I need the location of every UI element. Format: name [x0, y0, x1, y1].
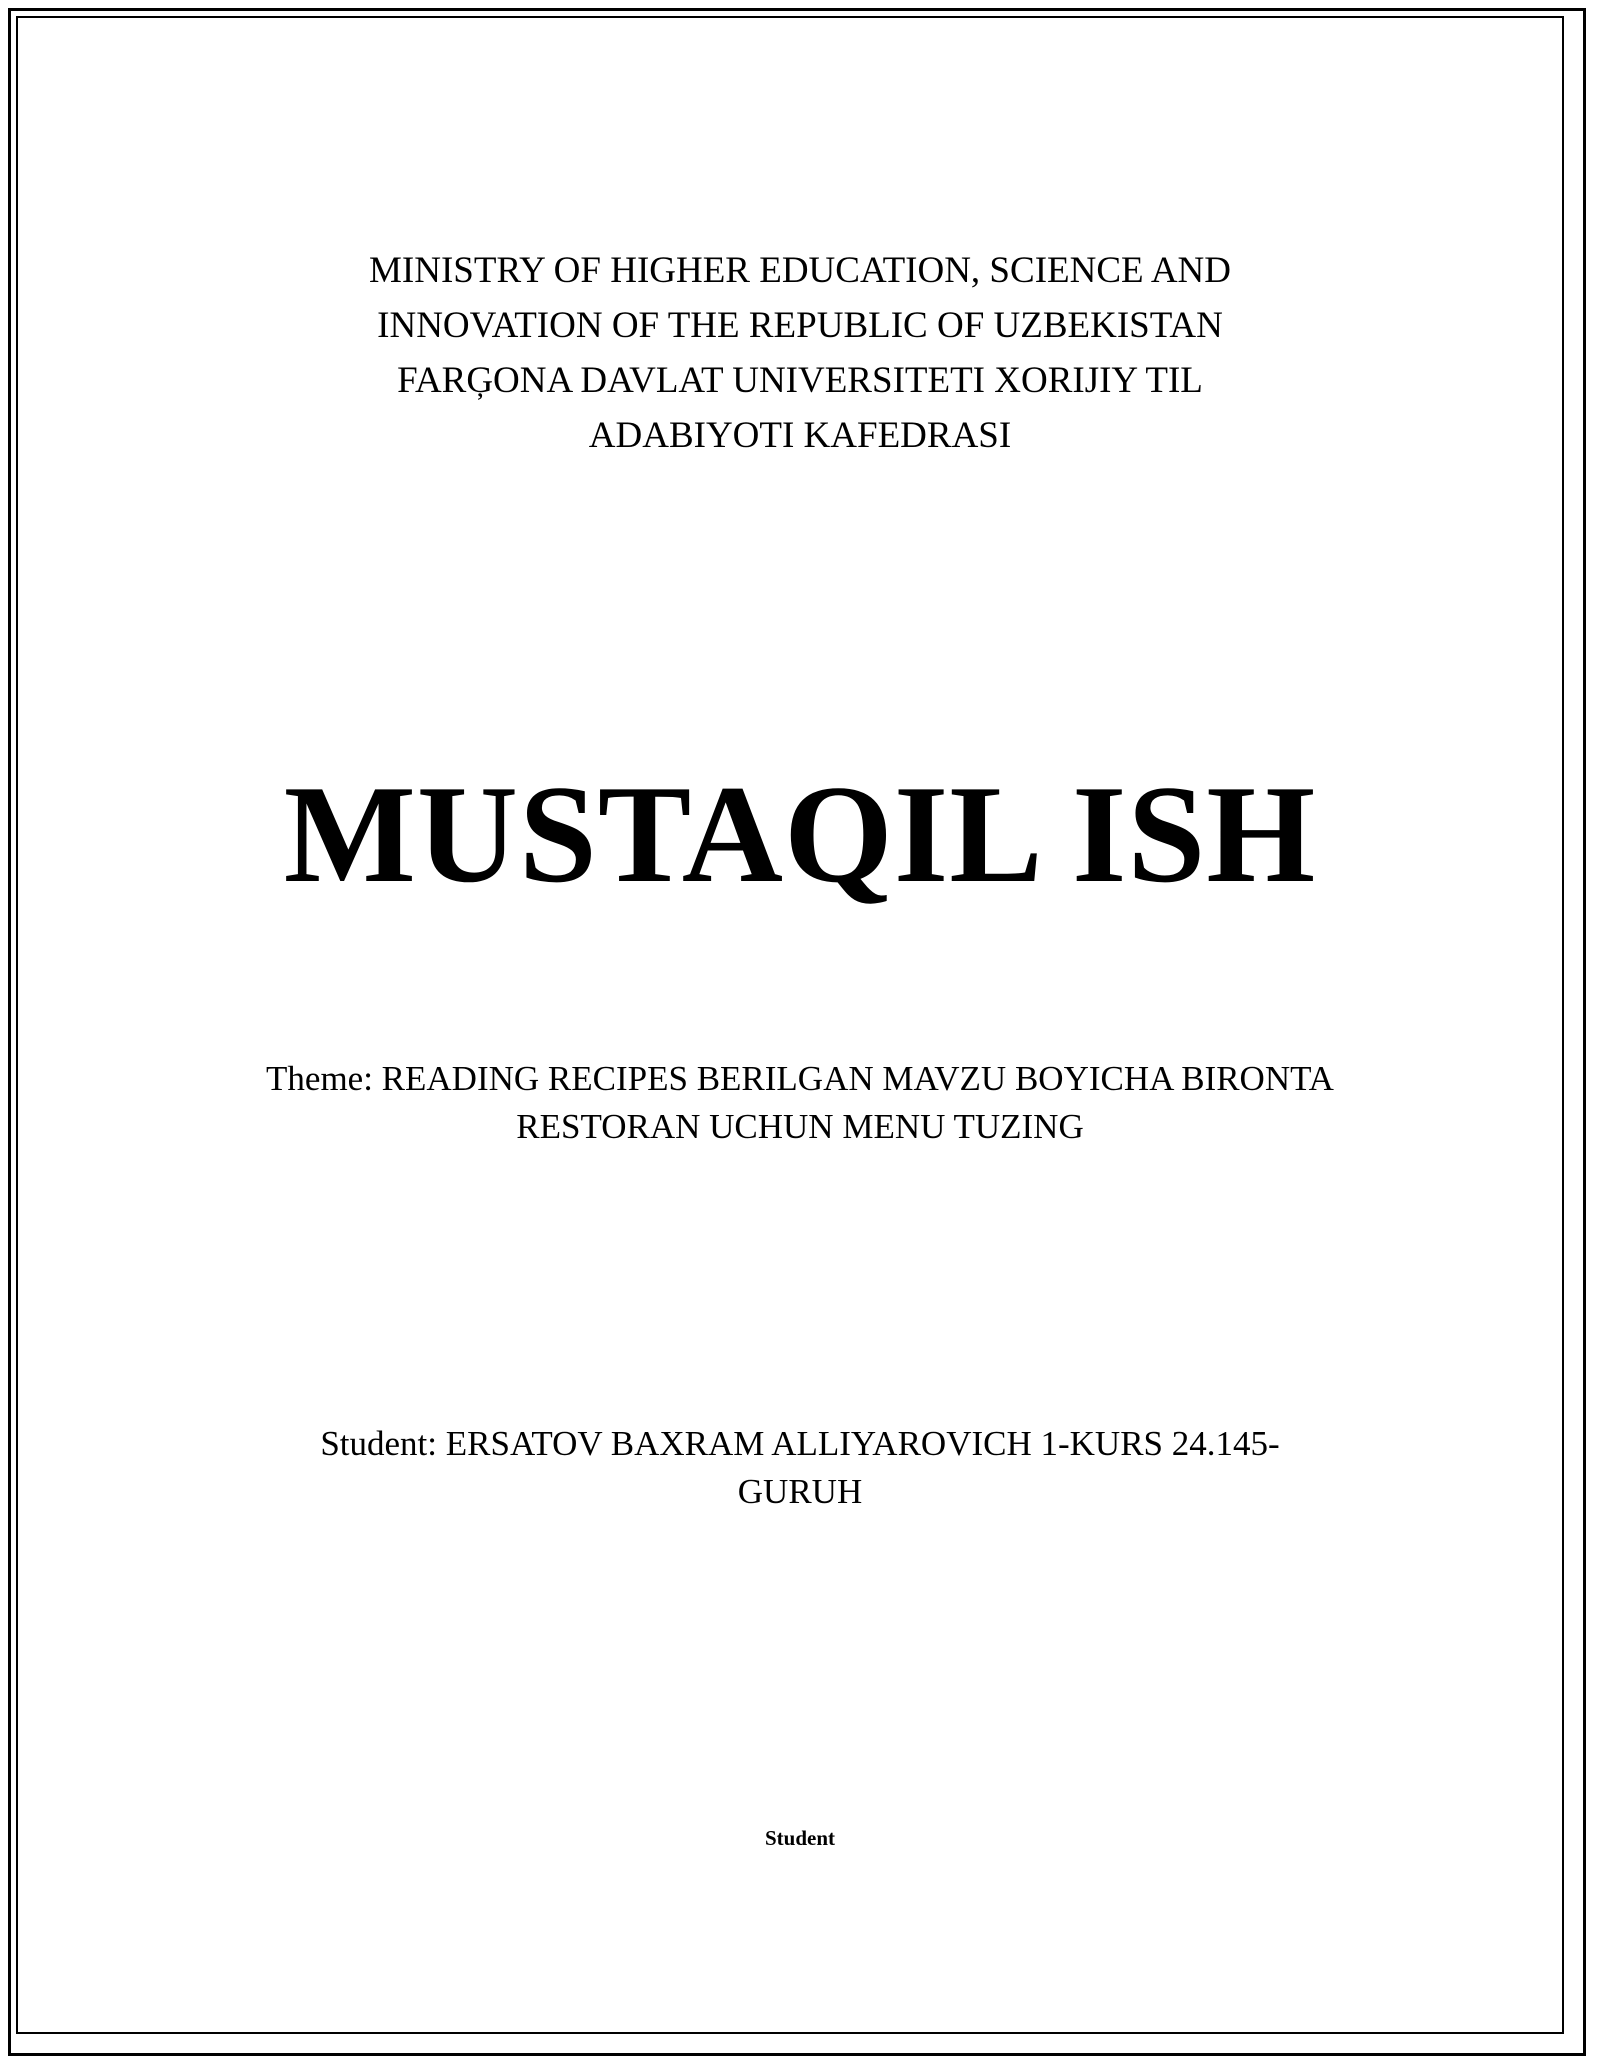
student-line: Student: ERSATOV BAXRAM ALLIYAROVICH 1-KURS 24.145-: [320, 1424, 1280, 1463]
theme-line: RESTORAN UCHUN MENU TUZING: [516, 1107, 1084, 1146]
theme-text: [0, 1055, 1600, 1151]
footer-student-label: Student: [764, 1826, 836, 1850]
institution-line: INNOVATION OF THE REPUBLIC OF UZBEKISTAN: [377, 305, 1223, 346]
theme-line: Theme: READING RECIPES BERILGAN MAVZU BOYICHA BIRONTA: [266, 1059, 1334, 1098]
student-line: GURUH: [737, 1472, 863, 1511]
institution-line: MINISTRY OF HIGHER EDUCATION, SCIENCE AND: [369, 250, 1231, 291]
institution-line: ADABIYOTI KAFEDRASI: [588, 415, 1012, 456]
institution-header: [0, 243, 1600, 463]
institution-line: FARĢONA DAVLAT UNIVERSITETI XORIJIY TIL: [397, 360, 1203, 401]
student-info: [0, 1420, 1600, 1516]
document-title: MUSTAQIL ISH: [283, 757, 1317, 912]
